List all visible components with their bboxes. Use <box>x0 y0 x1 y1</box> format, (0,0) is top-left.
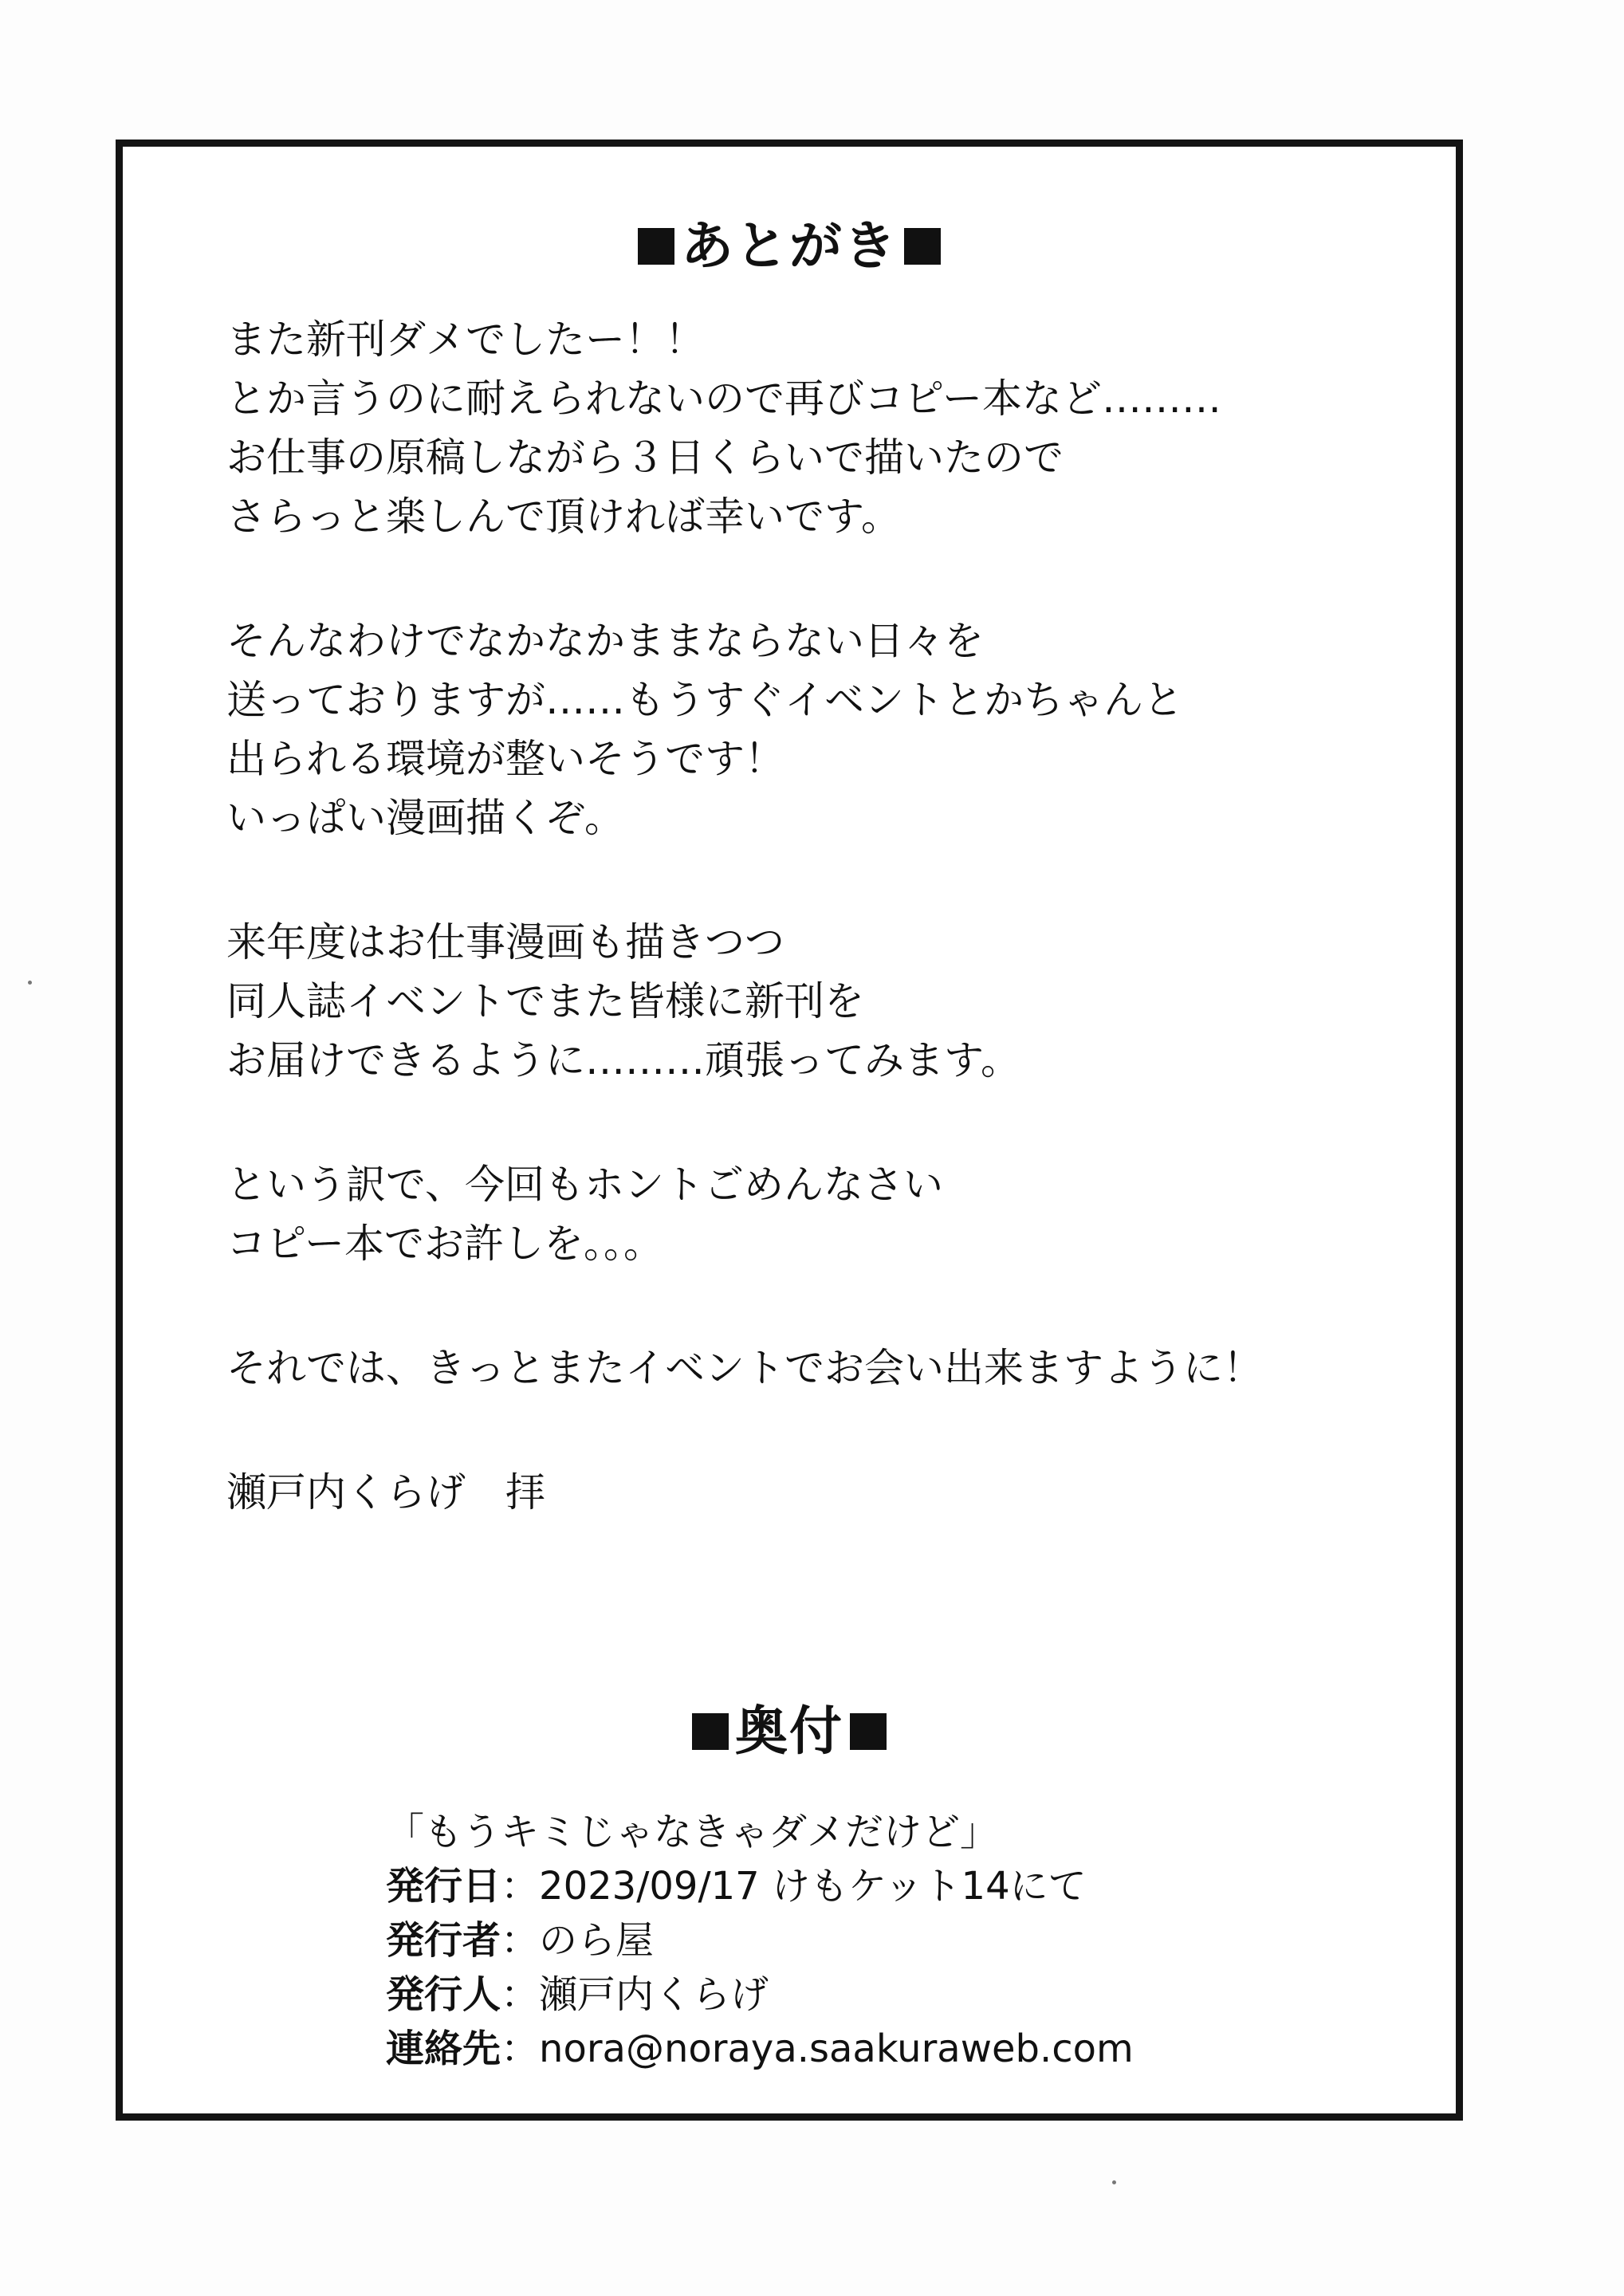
colophon-body <box>386 1805 1343 2076</box>
afterword-line: いっぱい漫画描くぞ。 <box>226 795 624 841</box>
afterword-body <box>226 310 1382 1522</box>
black-square-icon <box>638 228 674 265</box>
scan-speck <box>28 981 32 985</box>
black-square-icon <box>850 1713 887 1750</box>
colophon-separator: ： <box>501 1972 540 2017</box>
page-border-frame <box>116 140 1463 2121</box>
afterword-line: さらっと楽しんで頂ければ幸いです。 <box>226 493 901 540</box>
colophon-separator: ： <box>501 2027 540 2071</box>
book-title: 「もうキミじゃなきゃダメだけど」 <box>386 1810 999 1854</box>
afterword-heading <box>123 215 1456 277</box>
contact-email: nora@noraya.saakuraweb.com <box>539 2027 1134 2071</box>
afterword-line: お仕事の原稿しながら３日くらいで描いたので <box>226 434 1064 481</box>
afterword-line: 来年度はお仕事漫画も描きつつ <box>226 919 784 965</box>
afterword-paragraph <box>226 913 1382 1090</box>
afterword-line: 出られる環境が整いそうです！ <box>226 736 784 782</box>
colophon-value: 瀬戸内くらげ <box>539 1972 769 2017</box>
afterword-line: お届けできるように………頑張ってみます。 <box>226 1037 1020 1083</box>
afterword-line: とか言うのに耐えられないので再びコピー本など……… <box>226 375 1221 422</box>
black-square-icon <box>904 228 941 265</box>
colophon-label: 発行日 <box>386 1864 501 1909</box>
colophon-value: 2023/09/17 けもケット14にて <box>539 1864 1087 1909</box>
colophon-row-publish-date <box>386 1859 1343 1913</box>
afterword-title: あとがき <box>681 215 898 277</box>
afterword-line: そんなわけでなかなかままならない日々を <box>226 618 984 664</box>
colophon-row-contact <box>386 2022 1343 2076</box>
scan-speck <box>1112 2180 1116 2184</box>
colophon-row-publisher <box>386 1913 1343 1968</box>
afterword-paragraph <box>226 310 1382 546</box>
colophon-title: 奥付 <box>735 1700 843 1762</box>
afterword-line: 送っておりますが……もうすぐイベントとかちゃんと <box>226 677 1183 723</box>
afterword-line: コピー本でお許しを。。。 <box>226 1221 663 1267</box>
colophon-value: のら屋 <box>539 1918 655 1963</box>
colophon-label: 連絡先 <box>386 2027 501 2071</box>
afterword-paragraph <box>226 611 1382 847</box>
colophon-label: 発行者 <box>386 1918 501 1963</box>
afterword-line: それでは、きっとまたイベントでお会い出来ますように！ <box>226 1345 1263 1391</box>
afterword-line: また新刊ダメでしたー！！ <box>226 316 705 363</box>
black-square-icon <box>692 1713 729 1750</box>
afterword-line: という訳で、今回もホントごめんなさい <box>226 1162 943 1208</box>
colophon-separator: ： <box>501 1864 540 1909</box>
colophon-row-issuer <box>386 1968 1343 2022</box>
author-signature: 瀬戸内くらげ 拝 <box>226 1469 545 1516</box>
colophon-heading <box>123 1700 1456 1762</box>
afterword-line: 同人誌イベントでまた皆様に新刊を <box>226 978 864 1024</box>
afterword-paragraph <box>226 1155 1382 1273</box>
colophon-label: 発行人 <box>386 1972 501 2017</box>
afterword-paragraph <box>226 1339 1382 1398</box>
colophon-separator: ： <box>501 1918 540 1963</box>
